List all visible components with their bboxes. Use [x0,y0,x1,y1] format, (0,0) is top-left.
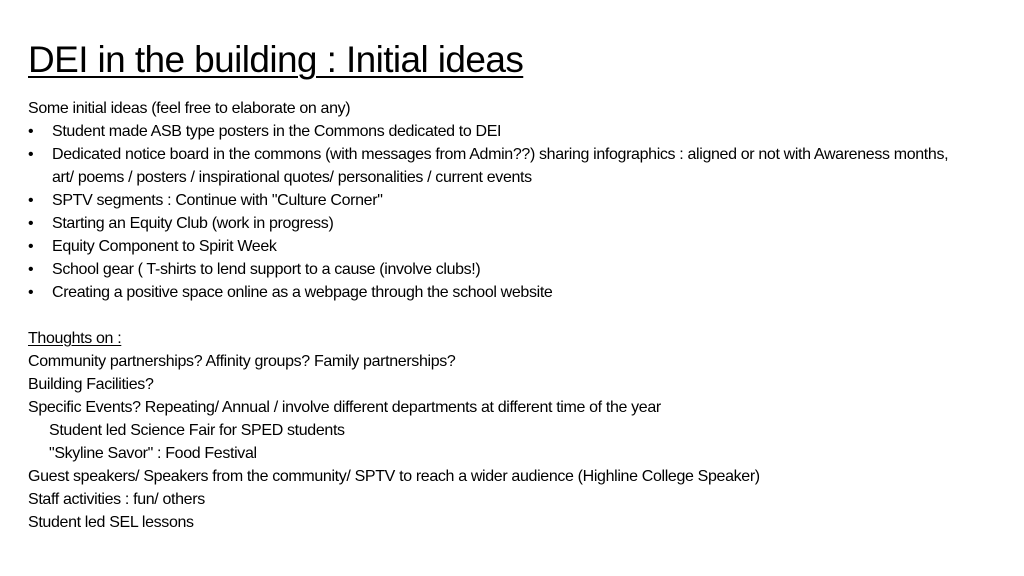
list-item [28,235,998,258]
ideas-list [28,120,998,304]
intro-text: Some initial ideas (feel free to elaborate on any) [28,100,351,117]
closing-line: Guest speakers/ Speakers from the community/ SPTV to reach a wider audience (Highline College Speaker) [28,468,760,485]
bullet-marker: • [28,123,34,140]
thoughts-heading: Thoughts on : [28,330,122,347]
blank-line [28,304,998,327]
list-item-text: School gear ( T-shirts to lend support to a cause (involve clubs!) [52,261,481,278]
list-item-text: Student made ASB type posters in the Commons dedicated to DEI [52,123,502,140]
slide-title: DEI in the building : Initial ideas [28,39,524,80]
bullet-marker: • [28,146,34,163]
list-item [28,143,998,189]
thoughts-line: Specific Events? Repeating/ Annual / involve different departments at different time of the year [28,399,661,416]
list-item-text: Dedicated notice board in the commons (with messages from Admin??) sharing infographics : aligned or not with Awareness months, art/ poems / posters / inspirational quotes/ personalities / current events [52,146,949,186]
slide-body [28,97,998,534]
event-line: "Skyline Savor" : Food Festival [49,445,257,462]
closing-line: Student led SEL lessons [28,514,194,531]
list-item-text: Creating a positive space online as a webpage through the school website [52,284,553,301]
list-item [28,281,998,304]
bullet-marker: • [28,261,34,278]
closing-line: Staff activities : fun/ others [28,491,205,508]
list-item-text: Starting an Equity Club (work in progress) [52,215,334,232]
list-item-text: SPTV segments : Continue with "Culture Corner" [52,192,383,209]
list-item-text: Equity Component to Spirit Week [52,238,277,255]
list-item [28,212,998,235]
bullet-marker: • [28,284,34,301]
bullet-marker: • [28,215,34,232]
thoughts-line: Community partnerships? Affinity groups? Family partnerships? [28,353,456,370]
bullet-marker: • [28,238,34,255]
event-line: Student led Science Fair for SPED students [49,422,345,439]
list-item [28,120,998,143]
list-item [28,189,998,212]
thoughts-line: Building Facilities? [28,376,154,393]
list-item [28,258,998,281]
bullet-marker: • [28,192,34,209]
